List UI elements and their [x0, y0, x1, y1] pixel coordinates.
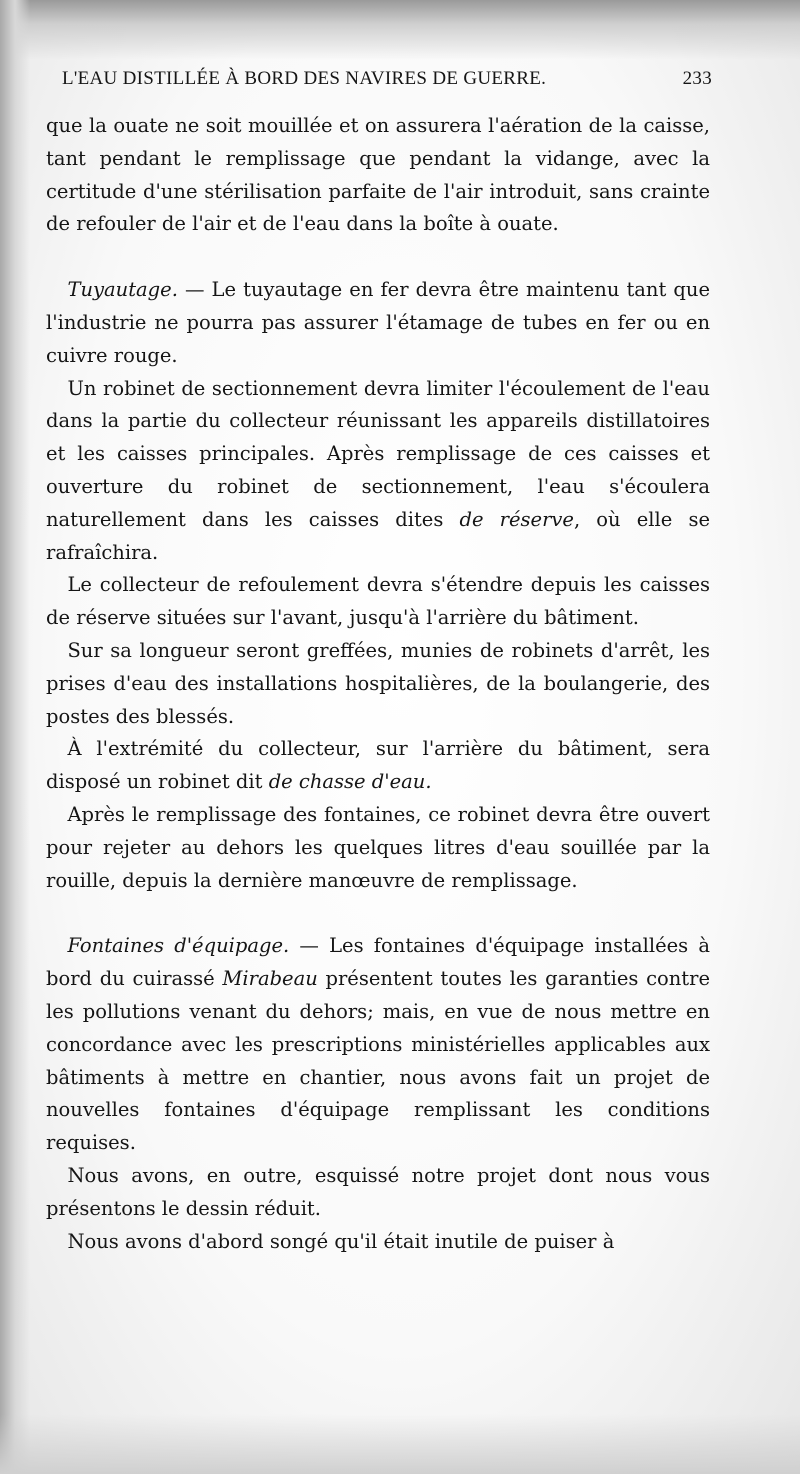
- paragraph-text: Sur sa longueur seront greffées, munies de robinets d'arrêt, les prises d'eau des installations hospitalières, de la boulangerie, des postes des blessés.: [46, 638, 710, 728]
- italic-term: de réserve: [459, 507, 574, 531]
- page-header: [62, 68, 712, 98]
- paragraph-text: Après le remplissage des fontaines, ce robinet devra être ouvert pour rejeter au dehors les quelques litres d'eau souillée par la rouille, depuis la dernière manœuvre de remplissage.: [46, 802, 710, 892]
- section-lead-tuyautage: Tuyautage.: [67, 278, 178, 302]
- paragraph-text: Un robinet de sectionnement devra limiter l'écoulement de l'eau dans la partie du collecteur réunissant les appareils distillatoires et les caisses principales. Après remplissage de ces caisses et ouverture du robinet de sectionnement, l'eau s'écoulera naturellement dans les caisses dites: [46, 376, 710, 531]
- running-title: L'EAU DISTILLÉE À BORD DES NAVIRES DE GUERRE.: [62, 68, 547, 89]
- paragraph-prises-eau: [46, 635, 710, 733]
- paragraph-text: À l'extrémité du collecteur, sur l'arrière du bâtiment, sera disposé un robinet dit: [46, 737, 710, 794]
- paragraph-chasse-eau: [46, 733, 710, 799]
- italic-term: de chasse d'eau.: [268, 770, 432, 794]
- page-body: [46, 110, 710, 1258]
- paragraph-text: Nous avons, en outre, esquissé notre projet dont nous vous présentons le dessin réduit.: [46, 1163, 710, 1220]
- paragraph-collecteur: [46, 569, 710, 635]
- paragraph-remplissage: [46, 799, 710, 897]
- paragraph-fontaines: [46, 930, 710, 1160]
- paragraph-projet: [46, 1160, 710, 1226]
- page-number: 233: [682, 68, 712, 89]
- paragraph-tuyautage: [46, 274, 710, 372]
- scan-shadow-left: [0, 0, 30, 1474]
- scan-shadow-top: [0, 0, 800, 60]
- paragraph-text: que la ouate ne soit mouillée et on assurera l'aération de la caisse, tant pendant le remplissage que pendant la vidange, avec la certitude d'une stérilisation parfaite de l'air introduit, sans crainte de refouler de l'air et de l'eau dans la boîte à ouate.: [46, 114, 710, 236]
- paragraph-continuation: [46, 110, 710, 241]
- scan-shadow-bottom: [0, 1414, 800, 1474]
- paragraph-text: — Les fontaines d'équipage installées à bord du cuirassé: [46, 934, 710, 991]
- section-lead-fontaines: Fontaines d'équipage.: [67, 934, 290, 958]
- paragraph-final: [46, 1226, 710, 1259]
- paragraph-text: , où elle se rafraîchira.: [46, 507, 710, 564]
- paragraph-robinet-sectionnement: [46, 373, 710, 570]
- paragraph-text: présentent toutes les garanties contre les pollutions venant du dehors; mais, en vue de nous mettre en concordance avec les prescriptions ministérielles applicables aux bâtiments à mettre en chantier, nous avons fait un projet de nouvelles fontaines d'équipage remplissant les conditions requises.: [46, 967, 710, 1155]
- paragraph-text: Nous avons d'abord songé qu'il était inutile de puiser à: [67, 1229, 615, 1253]
- italic-ship-name: Mirabeau: [222, 967, 318, 991]
- paragraph-text: Le collecteur de refoulement devra s'étendre depuis les caisses de réserve situées sur l'avant, jusqu'à l'arrière du bâtiment.: [46, 573, 710, 630]
- paragraph-text: — Le tuyautage en fer devra être maintenu tant que l'industrie ne pourra pas assurer l'étamage de tubes en fer ou en cuivre rouge.: [46, 278, 710, 367]
